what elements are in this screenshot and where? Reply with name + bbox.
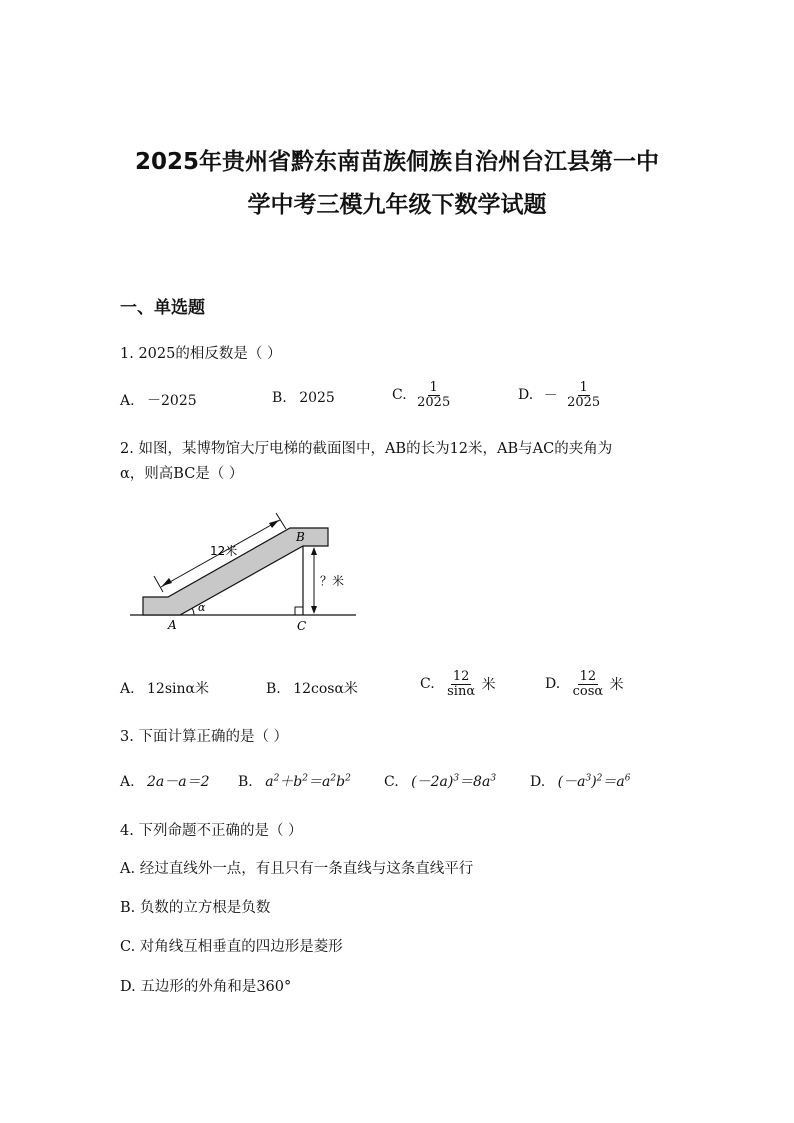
q3-option-c-label: C. (384, 774, 399, 790)
length-arrow-upper (269, 520, 279, 528)
q1-option-d-sign: － (543, 388, 558, 405)
q2-option-c-denominator: sinα (447, 683, 476, 699)
q3-option-a-value: 2a－a＝2 (147, 774, 210, 790)
height-arrow-top (311, 547, 317, 555)
q1-stem: 1. 2025的相反数是（ ） (120, 346, 282, 362)
section-heading: 一、单选题 (120, 298, 205, 318)
document-title-line1: 2025年贵州省黔东南苗族侗族自治州台江县第一中 (134, 149, 659, 175)
q3-option-d-label: D. (530, 774, 546, 790)
q3-option-b-expression: $a^2+b^2=a^2b^2$ (265, 773, 351, 790)
q1-option-a-value: －2025 (147, 393, 197, 409)
q2-option-d-numerator: 12 (579, 669, 597, 684)
angle-arc (192, 608, 194, 615)
q2-option-a-label: A. (120, 681, 135, 697)
q3-option-c-expression: $(-2a)^3=8a^3$ (411, 773, 497, 790)
q4-stem: 4. 下列命题不正确的是（ ） (120, 823, 303, 839)
q2-stem-line1: 2. 如图，某博物馆大厅电梯的截面图中，AB的长为12米，AB与AC的夹角为 (120, 441, 613, 457)
q2-option-c-unit: 米 (481, 677, 496, 694)
label-point-c: C (297, 619, 307, 633)
q2-option-b-label: B. (266, 681, 281, 697)
document-title-line2: 学中考三模九年级下数学试题 (247, 192, 547, 218)
length-arrow-lower (162, 578, 172, 586)
q2-option-d[interactable] (545, 670, 624, 698)
q2-option-b-value: 12cosα米 (293, 681, 358, 697)
q1-option-c-fraction (415, 381, 452, 409)
q1-option-d-fraction (565, 381, 602, 409)
q3-option-b[interactable] (238, 771, 351, 791)
q2-option-c[interactable] (420, 670, 496, 698)
q2-option-b[interactable] (266, 678, 358, 698)
q1-option-d-label: D. (518, 387, 534, 404)
escalator-figure (128, 505, 358, 635)
q2-option-d-denominator: cosα (572, 683, 604, 699)
height-arrow-bottom (311, 606, 317, 614)
q3-option-d[interactable] (530, 771, 630, 791)
label-point-b: B (296, 530, 305, 544)
q2-option-c-fraction (445, 670, 477, 698)
q1-option-c[interactable] (392, 381, 452, 409)
q4-option-d[interactable]: D. 五边形的外角和是360° (120, 979, 292, 995)
q1-option-d-denominator: 2025 (567, 394, 601, 410)
q3-option-a-label: A. (120, 774, 135, 790)
q1-option-d[interactable] (518, 381, 602, 409)
q2-option-c-label: C. (420, 676, 435, 693)
q1-option-c-label: C. (392, 387, 407, 404)
label-length: 12米 (210, 544, 238, 558)
q2-option-d-label: D. (545, 676, 561, 693)
q4-option-b[interactable]: B. 负数的立方根是负数 (120, 900, 271, 916)
right-angle-mark (295, 607, 303, 615)
label-height: ？米 (320, 574, 345, 588)
q1-option-b[interactable] (272, 390, 335, 406)
q2-option-a-value: 12sinα米 (147, 681, 209, 697)
q4-option-a[interactable]: A. 经过直线外一点，有且只有一条直线与这条直线平行 (120, 861, 474, 877)
q1-option-a[interactable] (120, 390, 197, 410)
q1-option-a-label: A. (120, 393, 135, 409)
q2-option-d-fraction (571, 670, 606, 698)
q1-option-c-denominator: 2025 (417, 394, 451, 410)
q3-option-c[interactable] (384, 771, 496, 791)
label-alpha: α (198, 601, 206, 614)
q3-option-d-expression: $(-a^3)^2=a^6$ (557, 773, 631, 790)
q3-stem: 3. 下面计算正确的是（ ） (120, 729, 289, 745)
extension-line-left (154, 576, 163, 592)
q1-option-d-numerator: 1 (579, 380, 588, 395)
q3-option-a[interactable] (120, 771, 210, 791)
q2-option-a[interactable] (120, 678, 209, 698)
q1-option-b-value: 2025 (299, 390, 335, 406)
q2-stem-line2: α，则高BC是（ ） (120, 466, 244, 482)
q2-option-d-unit: 米 (609, 677, 624, 694)
label-point-a: A (168, 618, 177, 632)
q1-option-c-numerator: 1 (429, 380, 438, 395)
q3-option-b-label: B. (238, 774, 253, 790)
q2-option-c-numerator: 12 (452, 669, 470, 684)
q4-option-c[interactable]: C. 对角线互相垂直的四边形是菱形 (120, 939, 343, 955)
q1-option-b-label: B. (272, 390, 287, 406)
